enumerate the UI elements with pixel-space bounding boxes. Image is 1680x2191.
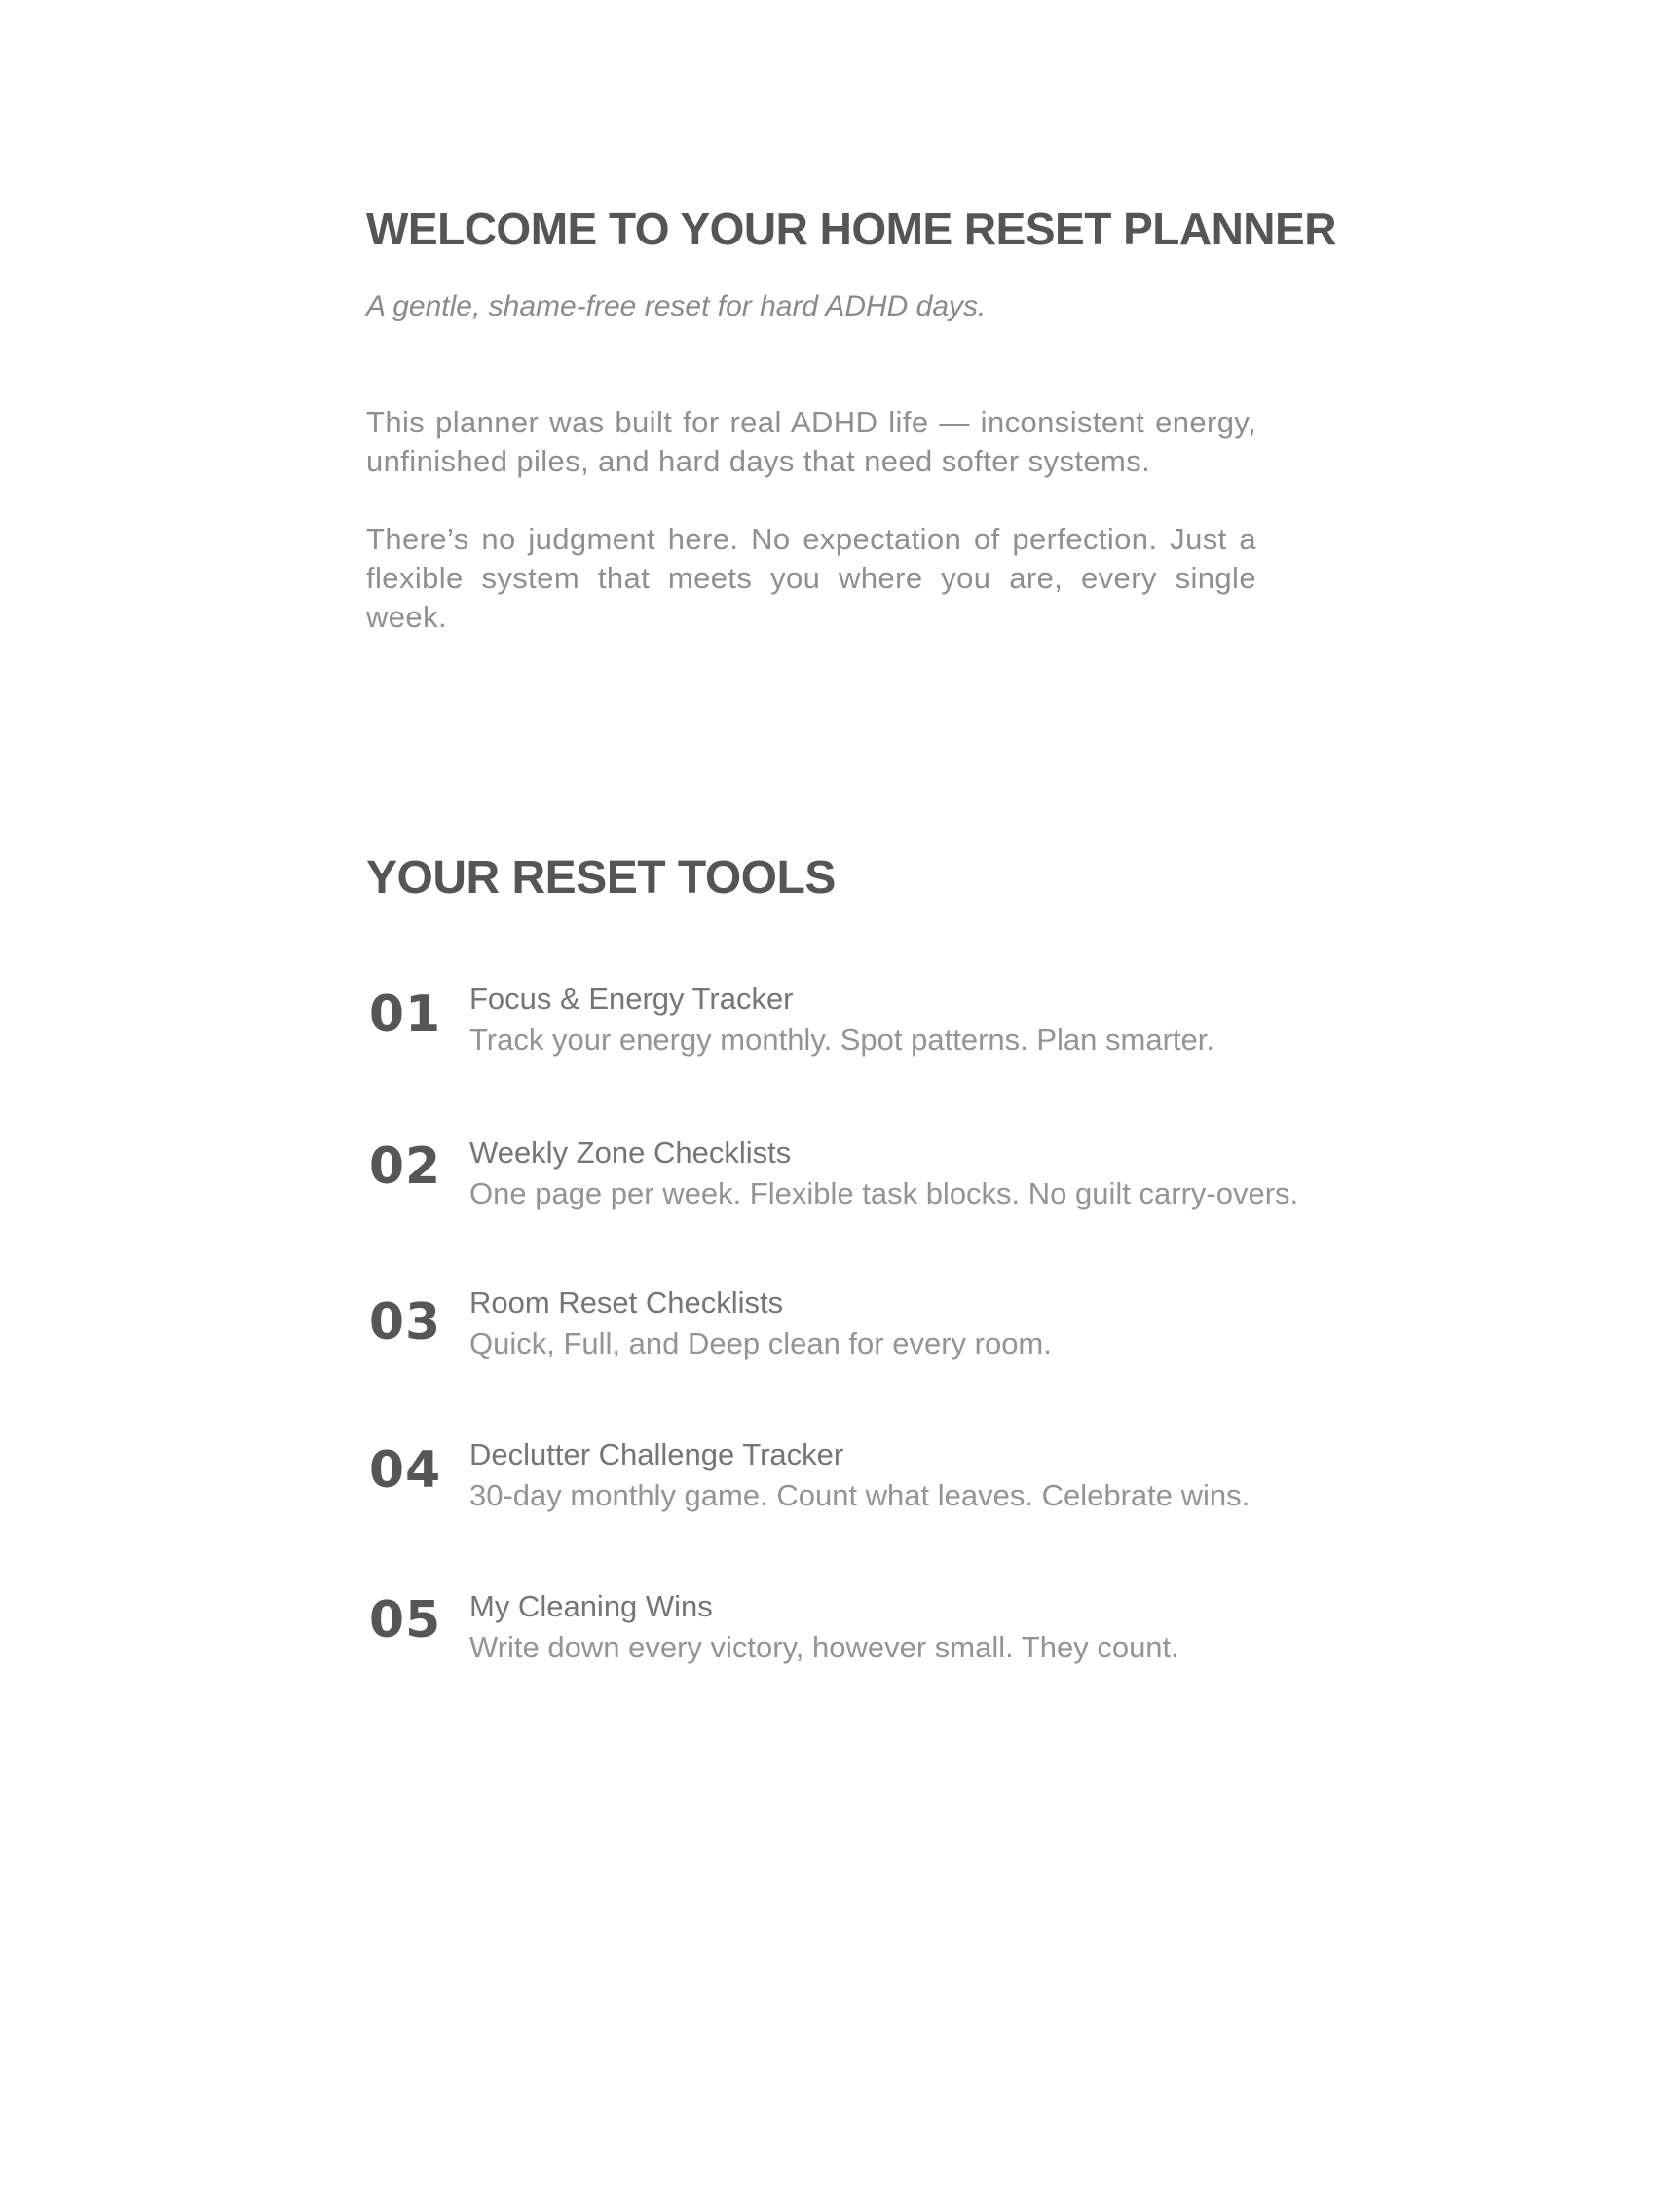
intro-paragraph: There’s no judgment here. No expectation of perfection. Just a flexible system that meets you where you are, every single week. xyxy=(366,522,1256,634)
tool-name: Focus & Energy Tracker xyxy=(469,982,794,1016)
intro-paragraph: This planner was built for real ADHD life — inconsistent energy, unfinished piles, and hard days that need softer systems. xyxy=(366,405,1256,478)
tool-number: 05 xyxy=(368,1591,442,1650)
intro-section xyxy=(366,403,1256,676)
page-title: WELCOME TO YOUR HOME RESET PLANNER xyxy=(366,204,1336,254)
tool-description: Track your energy monthly. Spot patterns. Plan smarter. xyxy=(469,1022,1214,1057)
tool-name: My Cleaning Wins xyxy=(469,1589,713,1623)
tool-description: Quick, Full, and Deep clean for every room. xyxy=(469,1326,1052,1360)
tool-number: 04 xyxy=(368,1441,442,1500)
tool-number: 03 xyxy=(368,1293,442,1352)
tool-name: Weekly Zone Checklists xyxy=(469,1135,792,1170)
tool-description: Write down every victory, however small. They count. xyxy=(469,1630,1179,1664)
tool-number: 01 xyxy=(368,985,442,1044)
tool-name: Declutter Challenge Tracker xyxy=(469,1437,844,1471)
page-subtitle: A gentle, shame-free reset for hard ADHD days. xyxy=(366,290,987,322)
tool-item xyxy=(366,1135,1379,1223)
tool-description: One page per week. Flexible task blocks. No guilt carry-overs. xyxy=(469,1176,1299,1210)
tool-item xyxy=(366,1437,1379,1525)
tool-item xyxy=(366,1285,1379,1373)
tool-item xyxy=(366,1589,1379,1677)
tool-name: Room Reset Checklists xyxy=(469,1285,784,1319)
tool-item xyxy=(366,982,1379,1069)
tool-number: 02 xyxy=(368,1137,442,1196)
tool-description: 30-day monthly game. Count what leaves. Celebrate wins. xyxy=(469,1478,1251,1512)
tools-section-title: YOUR RESET TOOLS xyxy=(366,852,836,904)
